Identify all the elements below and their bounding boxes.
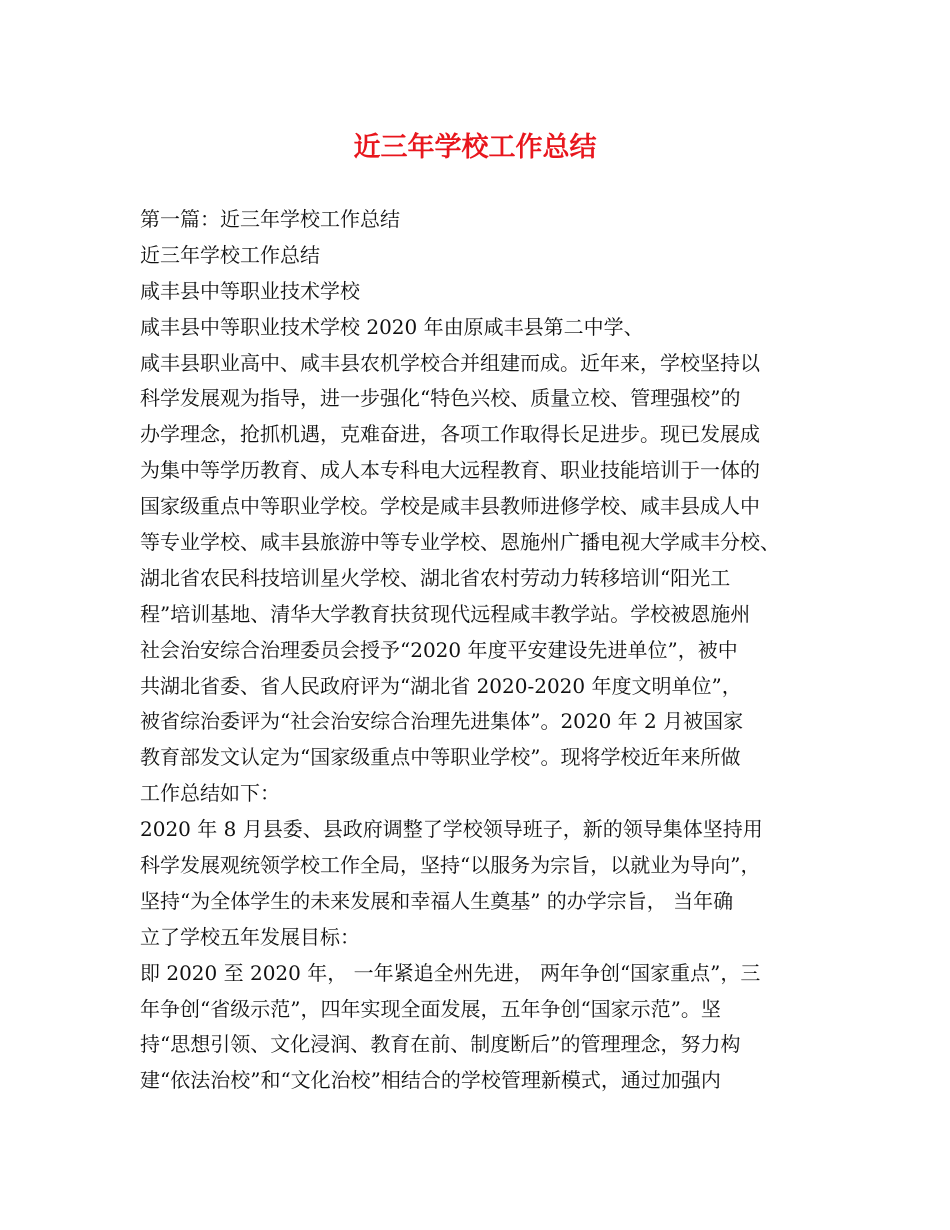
body-line: 年争创“省级示范”，四年实现全面发展，五年争创“国家示范”。坚 (140, 996, 721, 1021)
body-line: 咸丰县职业高中、咸丰县农机学校合并组建而成。近年来，学校坚持以 (140, 350, 760, 375)
body-line: 湖北省农民科技培训星火学校、湖北省农村劳动力转移培训“阳光工 (140, 565, 731, 590)
body-line: 咸丰县中等职业技术学校 (140, 278, 360, 303)
body-line: 持“思想引领、文化浸润、教育在前、制度断后”的管理理念，努力构 (140, 1032, 741, 1057)
body-line: 即 2020 至 2020 年， 一年紧追全州先进， 两年争创“国家重点”，三 (140, 960, 761, 985)
body-line: 立了学校五年发展目标： (140, 924, 360, 949)
body-line: 教育部发文认定为“国家级重点中等职业学校”。现将学校近年来所做 (140, 745, 741, 770)
body-line: 科学发展观为指导，进一步强化“特色兴校、质量立校、管理强校”的 (140, 386, 741, 411)
body-line: 近三年学校工作总结 (140, 242, 320, 267)
body-line: 咸丰县中等职业技术学校 2020 年由原咸丰县第二中学、 (140, 314, 644, 339)
body-line: 为集中等学历教育、成人本专科电大远程教育、职业技能培训于一体的 (140, 458, 760, 483)
body-line: 被省综治委评为“社会治安综合治理先进集体”。2020 年 2 月被国家 (140, 709, 744, 734)
body-line: 程”培训基地、清华大学教育扶贫现代远程咸丰教学站。学校被恩施州 (140, 601, 751, 626)
body-line: 科学发展观统领学校工作全局，坚持“以服务为宗旨，以就业为导向”， (140, 853, 761, 878)
body-line: 工作总结如下： (140, 781, 280, 806)
body-line: 第一篇：近三年学校工作总结 (140, 207, 400, 231)
body-line: 坚持“为全体学生的未来发展和幸福人生奠基” 的办学宗旨， 当年确 (140, 888, 734, 913)
body-line: 社会治安综合治理委员会授予“2020 年度平安建设先进单位”，被中 (140, 637, 738, 662)
body-line: 2020 年 8 月县委、县政府调整了学校领导班子，新的领导集体坚持用 (140, 817, 763, 842)
body-line: 建“依法治校”和“文化治校”相结合的学校管理新模式，通过加强内 (140, 1068, 721, 1093)
body-line: 国家级重点中等职业学校。学校是咸丰县教师进修学校、咸丰县成人中 (140, 494, 760, 519)
body-line: 共湖北省委、省人民政府评为“湖北省 2020-2020 年度文明单位”， (140, 673, 742, 698)
body-line: 等专业学校、咸丰县旅游中等专业学校、恩施州广播电视大学咸丰分校、 (140, 530, 780, 555)
document-body (140, 202, 830, 1099)
document-title: 近三年学校工作总结 (353, 132, 597, 163)
body-line: 办学理念，抢抓机遇，克难奋进，各项工作取得长足进步。现已发展成 (140, 422, 760, 447)
